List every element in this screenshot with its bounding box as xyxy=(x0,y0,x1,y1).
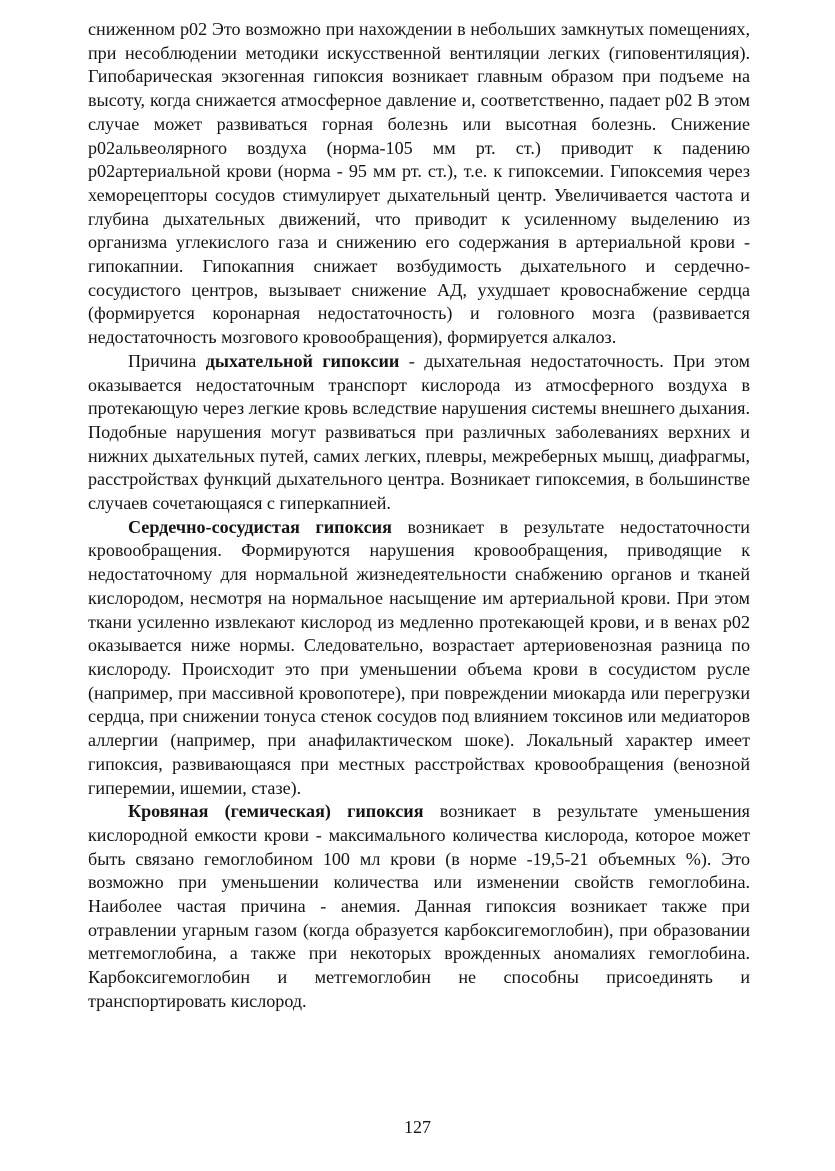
paragraph-cardiovascular-hypoxia xyxy=(88,516,750,800)
term-hemic-hypoxia: Кровяная (гемическая) гипоксия xyxy=(128,801,424,822)
term-cardiovascular-hypoxia: Сердечно-сосудистая гипоксия xyxy=(128,516,392,537)
paragraph-exogenous-hypoxia: сниженном р02 Это возможно при нахождении в небольших замкнутых помещениях, при несоблюдении методики искусственной вентиляции легких (гиповентиляция). Гипобарическая экзогенная гипоксия возникает главным образом при подъеме на высоту, когда снижается атмосферное давление и, соответственно, падает р02 В этом случае может развиваться горная болезнь или высотная болезнь. Снижение р02альвеолярного воздуха (норма-105 мм рт. ст.) приводит к падению р02артериальной крови (норма - 95 мм рт. ст.), т.е. к гипоксемии. Гипоксемия через хеморецепторы сосудов стимулирует дыхательный центр. Увеличивается частота и глубина дыхательных движений, что приводит к усиленному выделению из организма углекислого газа и снижению его содержания в артериальной крови - гипокапнии. Гипокапния снижает возбудимость дыхательного и сердечно-сосудистого центров, вызывает снижение АД, ухудшает кровоснабжение сердца (формируется коронарная недостаточность) и головного мозга (развивается недостаточность мозгового кровообращения), формируется алкалоз. xyxy=(88,19,750,348)
body-text xyxy=(88,18,750,1014)
term-respiratory-hypoxia: дыхательной гипоксии xyxy=(205,350,400,371)
paragraph-body-text: - дыхательная недостаточность. При этом оказывается недостаточным транспорт кислорода из атмосферного воздуха в протекающую через легкие кровь вследствие нарушения системы внешнего дыхания. Подобные нарушения могут развиваться при различных заболеваниях верхних и нижних дыхательных путей, самих легких, плевры, межреберных мышц, диафрагмы, расстройствах функций дыхательного центра. Возникает гипоксемия, в большинстве случаев сочетающаяся с гиперкапнией. xyxy=(88,350,751,514)
paragraph-respiratory-hypoxia xyxy=(88,350,750,516)
paragraph-body-text: возникает в результате недостаточности кровообращения. Формируются нарушения кровообращения, приводящие к недостаточному для нормальной жизнедеятельности снабжению органов и тканей кислородом, несмотря на нормальное насыщение им артериальной крови. При этом ткани усиленно извлекают кислород из медленно протекающей крови, и в венах р02 оказывается ниже нормы. Следовательно, возрастает артериовенозная разница по кислороду. Происходит это при уменьшении объема крови в сосудистом русле (например, при массивной кровопотере), при повреждении миокарда или перегрузки сердца, при снижении тонуса стенок сосудов под влиянием токсинов или медиаторов аллергии (например, при анафилактическом шоке). Локальный характер имеет гипоксия, развивающаяся при местных расстройствах кровообращения (венозной гиперемии, ишемии, стазе). xyxy=(88,516,750,798)
page-number: 127 xyxy=(404,1117,431,1137)
paragraph-hemic-hypoxia xyxy=(88,800,750,1013)
paragraph-body-text: возникает в результате уменьшения кислородной емкости крови - максимального количества кислорода, которое может быть связано гемоглобином 100 мл крови (в норме -19,5-21 объемных %). Это возможно при уменьшении количества или изменении свойств гемоглобина. Наиболее частая причина - анемия. Данная гипоксия возникает также при отравлении угарным газом (когда образуется карбоксигемоглобин), при образовании метгемоглобина, а также при некоторых врожденных аномалиях гемоглобина. Карбоксигемоглобин и метгемоглобин не способны присоединять и транспортировать кислород. xyxy=(88,801,750,1011)
paragraph-lead-text: Причина xyxy=(128,350,206,371)
